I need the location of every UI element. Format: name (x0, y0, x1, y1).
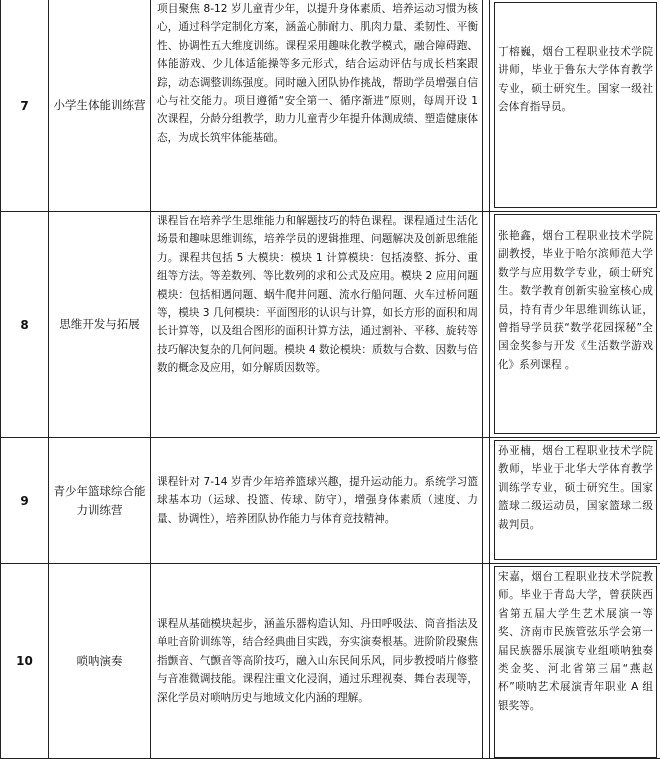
teacher-bio: 张艳鑫，烟台工程职业技术学院副教授，毕业于哈尔滨师范大学数学与应用数学专业，硕士研究生。数学教育创新实验室核心成员，持有青少年思维训练认证，曾指导学员获“数学花园探秘”全国金奖参与开发《生活数学游戏化》系列课程 。 (498, 227, 653, 374)
course-name: 青少年篮球综合能力训练营 (49, 438, 151, 564)
course-description-text: 课程从基础模块起步，涵盖乐器构造认知、丹田呼吸法、筒音指法及单吐音阶训练等，结合经典曲目实践，夯实演奏根基。进阶阶段聚焦指颤音、气颤音等高阶技巧，融入山东民间乐风，同步教授哨片修整与音准微调技能。课程注重文化浸润，通过乐理视奏、舞台表现等，深化学员对唢呐历史与地域文化内涵的理解。 (157, 615, 478, 707)
teacher-cell (490, 0, 660, 212)
teacher-box (494, 440, 657, 560)
course-description (151, 212, 483, 438)
teacher-bio: 宋嘉，烟台工程职业技术学院教师。毕业于青岛大学，曾获陕西省第五届大学生艺术展演一等奖、济南市民族管弦乐学会第一届民族器乐展演专业组唢呐独奏类金奖、河北省第三届“燕赵杯”唢呐艺术展演青年职业 A 组银奖等。 (498, 568, 653, 715)
teacher-box (494, 566, 657, 758)
course-description (151, 438, 483, 564)
table-row (1, 438, 660, 564)
teacher-cell (490, 212, 660, 438)
course-description-text: 项目聚焦 8-12 岁儿童青少年，以提升身体素质、培养运动习惯为核心，通过科学定制化方案，涵盖心肺耐力、肌肉力量、柔韧性、平衡性、协调性五大维度训练。课程采用趣味化教学模式，融合障碍跑、体能游戏、少儿体适能操等多元形式，结合运动评估与成长档案跟踪，动态调整训练强度。同时融入团队协作挑战，帮助学员增强自信心与社交能力。项目遵循“安全第一、循序渐进”原则，每周开设 1 次课程，分龄分组教学，助力儿童青少年提升体测成绩、塑造健康体态，为成长筑牢体能基础。 (157, 0, 478, 147)
spacer-cell (483, 564, 490, 759)
course-description (151, 564, 483, 759)
teacher-box (494, 2, 657, 208)
teacher-cell (490, 438, 660, 564)
course-number: 7 (1, 0, 49, 212)
table-row (1, 564, 660, 759)
course-name: 思维开发与拓展 (49, 212, 151, 438)
spacer-cell (483, 212, 490, 438)
course-name: 唢呐演奏 (49, 564, 151, 759)
teacher-box (494, 214, 657, 434)
course-description (151, 0, 483, 212)
teacher-bio: 孙亚楠，烟台工程职业技术学院教师，毕业于北华大学体育教学训练学专业，硕士研究生。国家篮球二级运动员，国家篮球二级裁判员。 (498, 442, 653, 534)
course-description-text: 课程旨在培养学生思维能力和解题技巧的特色课程。课程通过生活化场景和趣味思维训练，培养学员的逻辑推理、问题解决及创新思维能力。课程共包括 5 大模块：模块 1 计算模块：包括凑整、拆分、重组等方法。等差数列、等比数列的求和公式及应用。模块 2 应用问题模块：包括相遇问题、蜗牛爬井问题、流水行船问题、火车过桥问题等，模块 3 几何模块：平面图形的认识与计算，如长方形的面积和周长计算等，以及组合图形的面积计算方法，通过割补、平移、旋转等技巧解决复杂的几何问题。模块 4 数论模块：质数与合数、因数与倍数的概念及应用，如分解质因数等。 (157, 212, 478, 378)
spacer-cell (483, 0, 490, 212)
teacher-bio: 丁榕巍，烟台工程职业技术学院讲师，毕业于鲁东大学体育教学专业，硕士研究生。国家一级社会体育指导员。 (498, 43, 653, 117)
table-row (1, 212, 660, 438)
course-number: 10 (1, 564, 49, 759)
course-number: 9 (1, 438, 49, 564)
course-name: 小学生体能训练营 (49, 0, 151, 212)
teacher-cell (490, 564, 660, 759)
table-row (1, 0, 660, 212)
course-number: 8 (1, 212, 49, 438)
spacer-cell (483, 438, 490, 564)
course-description-text: 课程针对 7-14 岁青少年培养篮球兴趣，提升运动能力。系统学习篮球基本功（运球、投篮、传球、防守），增强身体素质（速度、力量、协调性），培养团队协作能力与体育竞技精神。 (157, 473, 478, 528)
